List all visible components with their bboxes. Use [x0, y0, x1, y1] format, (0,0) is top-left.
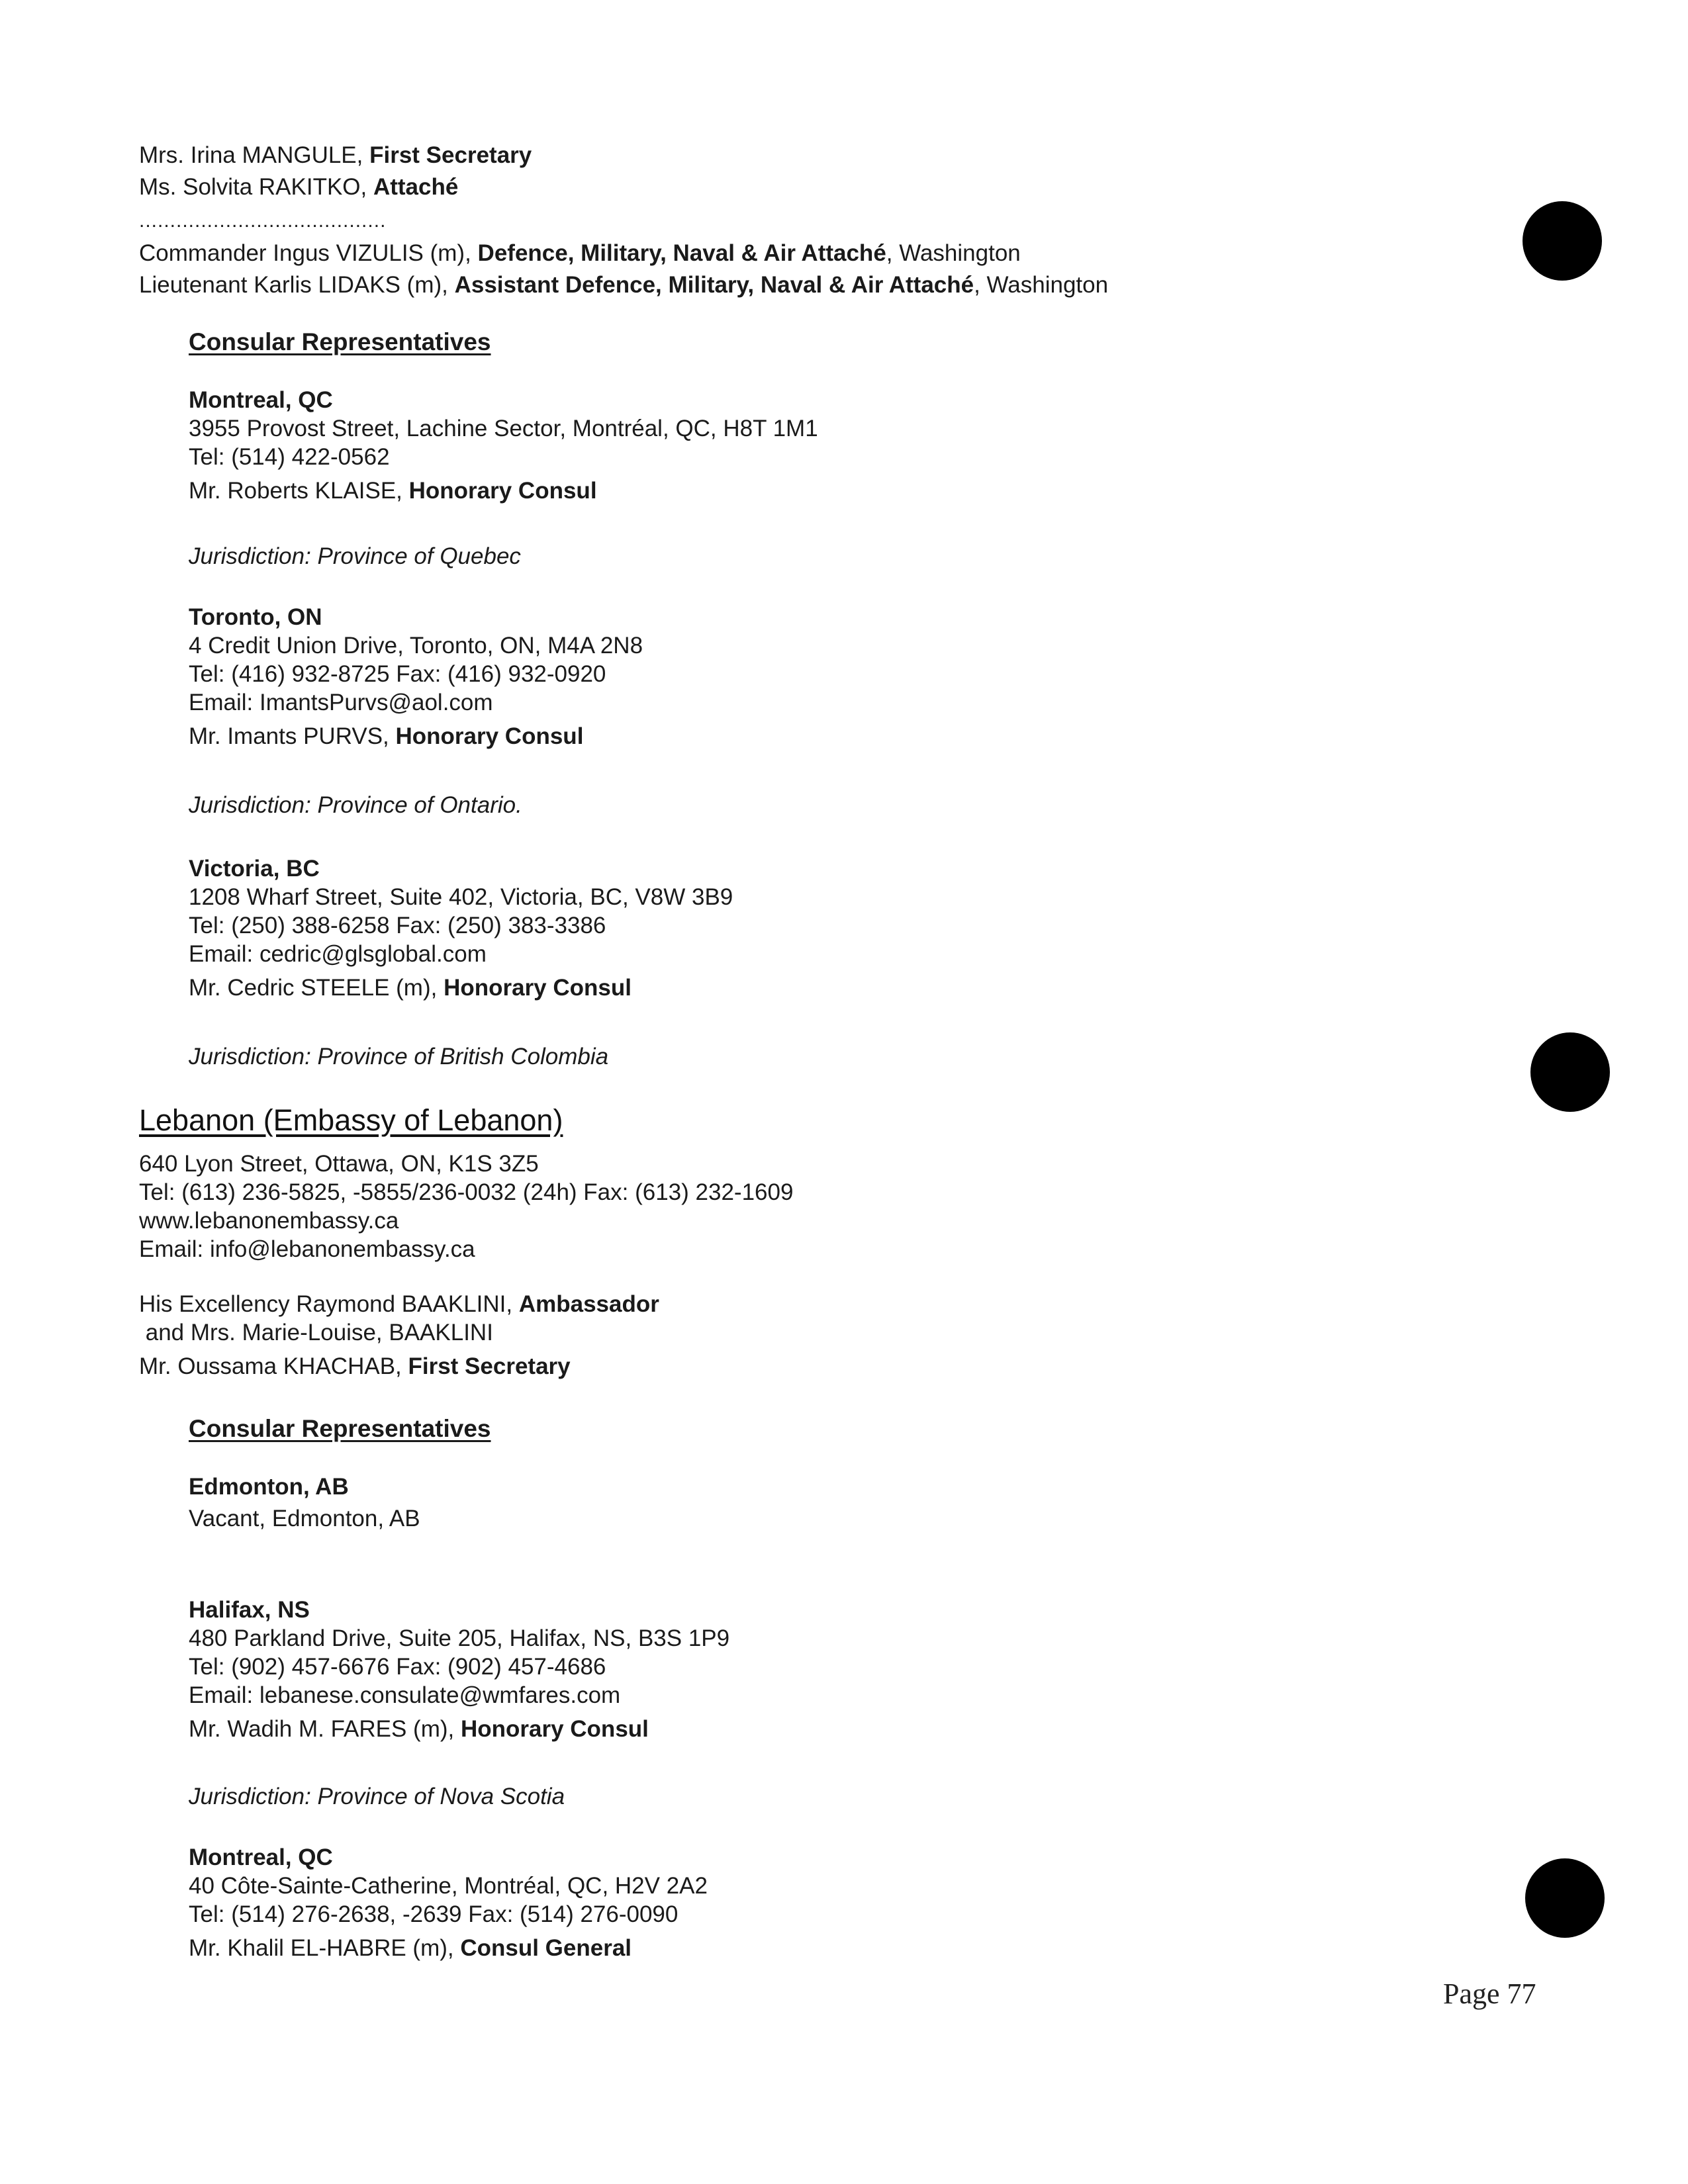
entry-person [189, 974, 733, 1006]
punch-hole [1523, 201, 1602, 281]
ambassador-spouse: and Mrs. Marie-Louise, BAAKLINI [139, 1320, 493, 1345]
consular-entry-victoria [189, 855, 733, 1006]
entry-city: Victoria, BC [189, 856, 320, 882]
entry-city: Toronto, ON [189, 604, 322, 630]
entry-email: Email: lebanese.consulate@wmfares.com [189, 1682, 621, 1708]
ambassador-name: His Excellency Raymond BAAKLINI, [139, 1291, 519, 1317]
attache-entry [139, 271, 1108, 303]
attache-entry [139, 240, 1108, 271]
entry-person [189, 1715, 729, 1747]
person-title: Honorary Consul [395, 723, 584, 749]
attache-list [139, 240, 1108, 303]
staff-name: Mrs. Irina MANGULE, [139, 142, 370, 168]
attache-location: , Washington [974, 272, 1109, 298]
staff-title: Attaché [373, 174, 459, 200]
punch-hole [1525, 1858, 1605, 1938]
entry-address: 480 Parkland Drive, Suite 205, Halifax, NS, B3S 1P9 [189, 1625, 730, 1651]
entry-address: 3955 Provost Street, Lachine Sector, Montréal, QC, H8T 1M1 [189, 416, 818, 441]
entry-phone: Tel: (902) 457-6676 Fax: (902) 457-4686 [189, 1654, 606, 1680]
entry-jurisdiction: Jurisdiction: Province of British Colombia [189, 1044, 609, 1069]
entry-phone: Tel: (250) 388-6258 Fax: (250) 383-3386 [189, 913, 606, 938]
attache-title: Defence, Military, Naval & Air Attaché [477, 240, 886, 266]
entry-address: Vacant, Edmonton, AB [189, 1506, 420, 1531]
person-title: Consul General [460, 1935, 632, 1961]
consular-entry-montreal [189, 387, 818, 509]
person-title: Honorary Consul [460, 1716, 649, 1742]
entry-phone: Tel: (514) 276-2638, -2639 Fax: (514) 276-0090 [189, 1901, 679, 1927]
ambassador [139, 1291, 659, 1319]
staff-entry [139, 142, 532, 173]
punch-hole [1530, 1032, 1610, 1112]
entry-city: Halifax, NS [189, 1597, 310, 1623]
attache-name: Commander Ingus VIZULIS (m), [139, 240, 478, 266]
person-title: Honorary Consul [444, 975, 632, 1001]
entry-city: Montreal, QC [189, 387, 333, 413]
consular-entry-halifax [189, 1596, 729, 1747]
consular-heading: Consular Representatives [189, 328, 491, 355]
entry-city: Edmonton, AB [189, 1474, 349, 1500]
person-name: Mr. Wadih M. FARES (m), [189, 1716, 461, 1742]
entry-address: 1208 Wharf Street, Suite 402, Victoria, BC, V8W 3B9 [189, 884, 733, 910]
entry-address: 4 Credit Union Drive, Toronto, ON, M4A 2N8 [189, 633, 643, 659]
embassy-phone: Tel: (613) 236-5825, -5855/236-0032 (24h) Fax: (613) 232-1609 [139, 1179, 794, 1205]
embassy-staff [139, 1291, 659, 1385]
entry-address: 40 Côte-Sainte-Catherine, Montréal, QC, H2V 2A2 [189, 1873, 708, 1899]
person-name: Mr. Khalil EL-HABRE (m), [189, 1935, 461, 1961]
consular-entry-edmonton [189, 1473, 420, 1533]
embassy-address [139, 1150, 793, 1264]
entry-person [189, 1934, 708, 1966]
entry-jurisdiction: Jurisdiction: Province of Quebec [189, 543, 521, 569]
embassy-email: Email: info@lebanonembassy.ca [139, 1236, 475, 1262]
secretary-name: Mr. Oussama KHACHAB, [139, 1353, 408, 1379]
secretary-title: First Secretary [408, 1353, 571, 1379]
entry-person [189, 723, 643, 754]
embassy-street: 640 Lyon Street, Ottawa, ON, K1S 3Z5 [139, 1151, 539, 1177]
first-secretary [139, 1353, 659, 1385]
person-title: Honorary Consul [408, 478, 597, 504]
consular-heading: Consular Representatives [189, 1415, 491, 1442]
staff-name: Ms. Solvita RAKITKO, [139, 174, 373, 200]
ambassador-title: Ambassador [518, 1291, 659, 1317]
consular-entry-montreal-lebanon [189, 1844, 708, 1966]
person-name: Mr. Roberts KLAISE, [189, 478, 409, 504]
page-number: Page 77 [1443, 1978, 1536, 2010]
embassy-website: www.lebanonembassy.ca [139, 1208, 399, 1234]
entry-jurisdiction: Jurisdiction: Province of Ontario. [189, 792, 522, 818]
attache-location: , Washington [886, 240, 1021, 266]
entry-city: Montreal, QC [189, 1844, 333, 1870]
entry-person [189, 477, 818, 509]
consular-entry-toronto [189, 604, 643, 754]
staff-entry [139, 173, 532, 205]
attache-name: Lieutenant Karlis LIDAKS (m), [139, 272, 455, 298]
person-name: Mr. Imants PURVS, [189, 723, 396, 749]
person-name: Mr. Cedric STEELE (m), [189, 975, 444, 1001]
separator: ........................................ [139, 210, 387, 232]
entry-phone: Tel: (514) 422-0562 [189, 444, 390, 470]
entry-jurisdiction: Jurisdiction: Province of Nova Scotia [189, 1784, 565, 1809]
entry-phone: Tel: (416) 932-8725 Fax: (416) 932-0920 [189, 661, 606, 687]
entry-email: Email: cedric@glsglobal.com [189, 941, 487, 967]
attache-title: Assistant Defence, Military, Naval & Air Attaché [454, 272, 974, 298]
staff-list [139, 142, 532, 205]
embassy-title: Lebanon (Embassy of Lebanon) [139, 1103, 563, 1137]
staff-title: First Secretary [369, 142, 532, 168]
entry-email: Email: ImantsPurvs@aol.com [189, 690, 493, 715]
